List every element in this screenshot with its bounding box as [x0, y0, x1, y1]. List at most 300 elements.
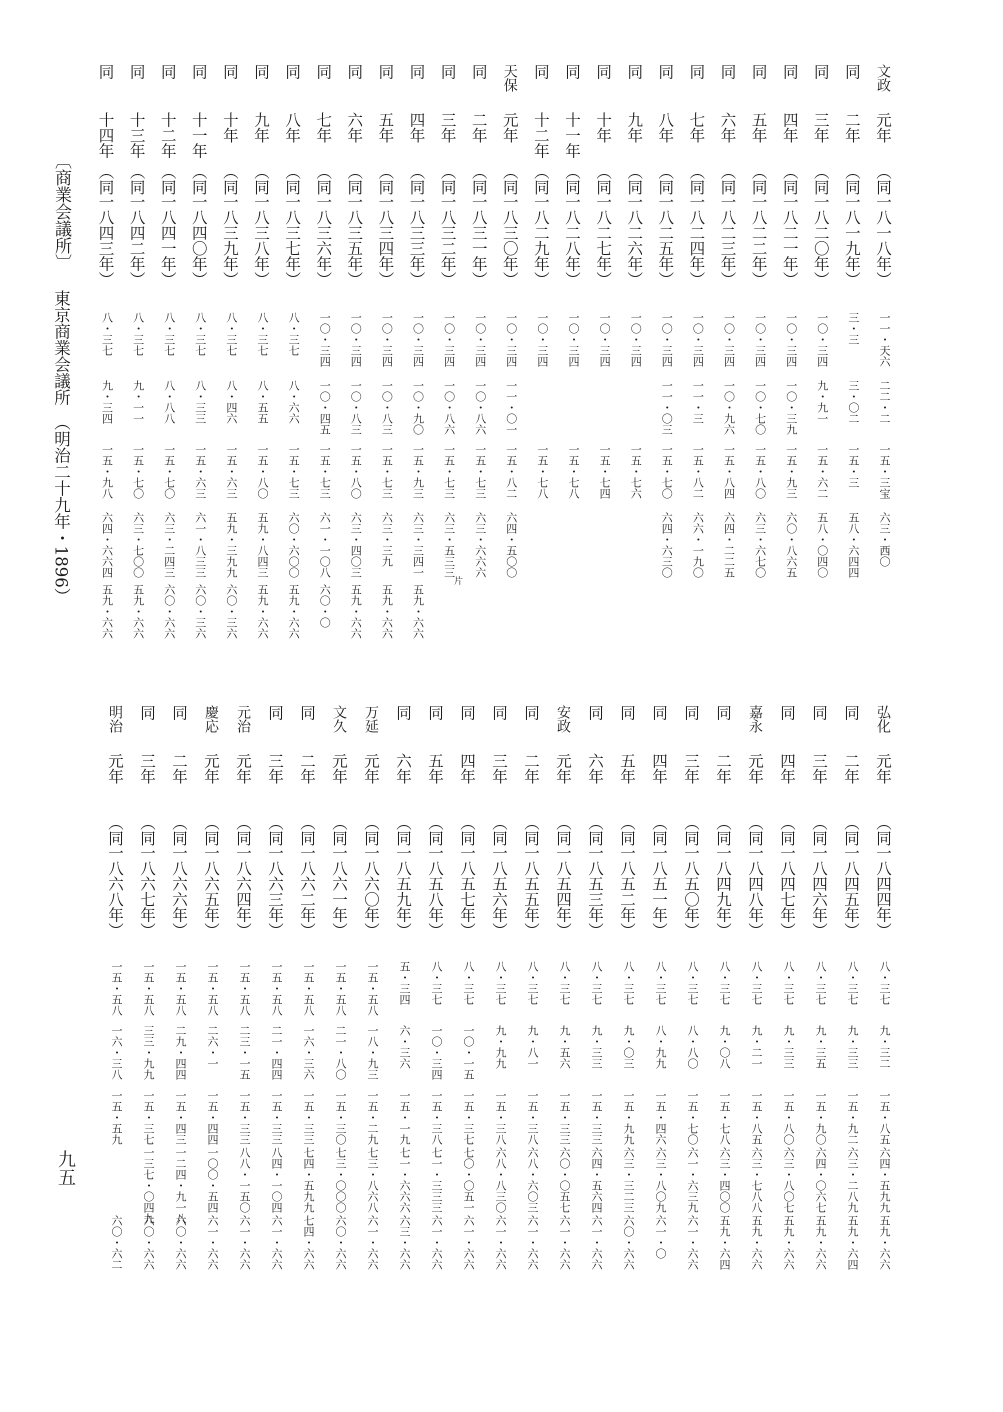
ad-year-cell: 一八二〇年）: [811, 194, 830, 287]
value-cell-2: 三三・九九: [142, 1025, 155, 1080]
value-cell-2: 一一・三: [691, 380, 705, 424]
ad-year-cell: 一八五九年）: [394, 845, 412, 938]
year-cell: 元年: [874, 753, 892, 784]
value-cell-3: 一五・三三: [238, 1090, 251, 1145]
year-cell: 四年: [778, 753, 796, 784]
value-cell-1: 一〇・三四: [567, 312, 580, 367]
paren-cell: （同: [682, 815, 700, 846]
year-cell: 四年: [650, 753, 668, 784]
bottom-table: [0, 690, 1003, 1290]
ad-year-cell: 一八一九年）: [842, 194, 861, 287]
footnote-mark: 片: [454, 577, 464, 587]
value-cell-4: 六一・六三九: [686, 1147, 699, 1213]
value-cell-4: 六四・五九九: [878, 1147, 891, 1213]
value-cell-2: 九・三三: [782, 1025, 795, 1069]
value-cell-3: 一五・三七: [142, 1090, 155, 1145]
value-cell-5: 六一・六六: [462, 1215, 475, 1270]
value-cell-4: 六三・五三三: [442, 512, 456, 578]
value-cell-3: 一五・三三: [558, 1090, 571, 1145]
value-cell-1: 一〇・三四: [815, 312, 829, 367]
year-cell: 二年: [842, 753, 860, 784]
value-cell-2: 一〇・四五: [318, 380, 332, 435]
value-cell-1: 八・三七: [462, 961, 475, 1005]
year-cell: 元年: [234, 753, 252, 784]
paren-cell: （同: [362, 815, 380, 846]
paren-cell: （同: [522, 815, 540, 846]
paren-cell: （同: [138, 815, 156, 846]
year-cell: 四年: [458, 753, 476, 784]
value-cell-1: 一〇・三四: [442, 312, 456, 367]
value-cell-1: 一五・五八: [142, 961, 155, 1016]
year-cell: 十年: [220, 112, 239, 143]
value-cell-1: 八・三七: [224, 312, 238, 356]
value-cell-1: 一〇・三四: [691, 312, 705, 367]
value-cell-3: 一五・三三: [590, 1090, 603, 1145]
value-cell-1: 一〇・三四: [629, 312, 643, 367]
year-cell: 十三年: [127, 112, 146, 159]
year-cell: 三年: [811, 112, 830, 143]
year-cell: 元年: [554, 753, 572, 784]
year-cell: 十年: [594, 112, 613, 143]
value-cell-3: 一五・九二: [846, 1090, 859, 1145]
paren-cell: （同: [874, 164, 892, 195]
value-cell-3: 一五・八〇: [782, 1090, 795, 1145]
era-cell: 同: [426, 705, 444, 721]
ad-year-cell: 一八二六年）: [625, 194, 644, 287]
era-cell: 明治: [107, 705, 123, 733]
ad-year-cell: 一八二一年）: [780, 194, 799, 287]
value-cell-3: 一五・七三: [380, 444, 394, 499]
paren-cell: （同: [252, 164, 270, 195]
value-cell-5: 五九・六六: [411, 584, 425, 639]
value-cell-4: 五九・三九九: [224, 512, 238, 578]
value-cell-4: 六三・二四三: [162, 512, 176, 578]
era-cell: 同: [252, 64, 270, 80]
year-cell: 三年: [138, 753, 156, 784]
value-cell-3: 一五・七四: [598, 444, 612, 499]
value-cell-4: 六四・二二五: [722, 512, 736, 578]
value-cell-4: 六一・八三三: [193, 512, 207, 578]
paren-cell: （同: [842, 164, 861, 195]
year-cell: 十二年: [158, 112, 177, 159]
year-cell: 元年: [330, 753, 348, 784]
ad-year-cell: 一八二九年）: [531, 194, 550, 287]
value-cell-5: 六〇・六六: [174, 1215, 187, 1270]
paren-cell: （同: [394, 815, 412, 846]
year-cell: 二年: [469, 112, 488, 143]
value-cell-2: 二九・四四: [174, 1025, 187, 1080]
year-cell: 三年: [266, 753, 284, 784]
value-cell-5: 六〇・六六: [142, 1215, 155, 1270]
ad-year-cell: 一八五七年）: [458, 845, 476, 938]
ad-year-cell: 一八五二年）: [618, 845, 636, 938]
year-cell: 四年: [407, 112, 426, 143]
value-cell-5: 五九・六六: [131, 584, 145, 639]
value-cell-5: 五九・六六: [256, 584, 269, 639]
value-cell-2: 三・〇二: [846, 380, 860, 424]
ad-year-cell: 一八三三年）: [407, 194, 426, 287]
ad-year-cell: 一八三二年）: [438, 194, 457, 287]
year-cell: 元年: [746, 753, 764, 784]
page-number: 九五: [55, 1150, 76, 1186]
year-cell: 九年: [252, 112, 270, 143]
value-cell-1: 八・三七: [193, 312, 207, 356]
value-cell-4: 七一・三三三: [430, 1147, 443, 1213]
source-label: 東京商業会議所 （明治二十九年・1896）: [51, 290, 71, 605]
value-cell-4: 五八・六四四: [846, 512, 860, 578]
value-cell-2: 八・八〇: [686, 1025, 699, 1069]
value-cell-5: 五九・六六: [878, 1215, 891, 1270]
paren-cell: （同: [714, 815, 732, 846]
value-cell-1: 八・三七: [654, 961, 667, 1005]
paren-cell: （同: [426, 815, 444, 846]
year-cell: 三年: [438, 112, 457, 143]
value-cell-5: 五九・六六: [380, 584, 394, 639]
value-cell-3: 一五・八五: [750, 1090, 763, 1145]
paren-cell: （同: [127, 164, 146, 195]
paren-cell: （同: [158, 164, 177, 195]
ad-year-cell: 一八三七年）: [283, 194, 302, 287]
ad-year-cell: 一八四九年）: [714, 845, 732, 938]
value-cell-3: 一五・六二: [815, 444, 829, 499]
year-cell: 十二年: [531, 112, 550, 159]
value-cell-3: 一五・七三: [473, 444, 487, 499]
value-cell-3: 一五・六三: [224, 444, 238, 499]
value-cell-4: 六四・五〇〇: [504, 512, 518, 578]
value-cell-5: 六一・六六: [494, 1215, 507, 1270]
value-cell-1: 一五・五八: [270, 961, 283, 1016]
paren-cell: （同: [314, 164, 333, 195]
value-cell-3: 一五・九三: [411, 444, 425, 499]
value-cell-2: 九・〇三: [622, 1025, 635, 1069]
value-cell-3: 一五・四六: [654, 1090, 667, 1145]
era-cell: 安政: [555, 705, 571, 733]
year-cell: 元年: [106, 753, 124, 784]
era-cell: 同: [283, 64, 302, 80]
era-cell: 文政: [875, 64, 891, 92]
year-cell: 七年: [314, 112, 333, 143]
value-cell-5: 六〇・六二: [110, 1215, 123, 1270]
value-cell-3: 一五・二九: [366, 1090, 379, 1145]
paren-cell: （同: [780, 164, 799, 195]
year-cell: 十四年: [96, 112, 115, 159]
era-cell: 同: [127, 64, 146, 80]
value-cell-3: 一五・三八: [430, 1090, 443, 1145]
paren-cell: （同: [586, 815, 604, 846]
paren-cell: （同: [842, 815, 860, 846]
value-cell-2: 九・二一: [750, 1025, 763, 1069]
publisher-label: 〔商業会議所〕: [51, 152, 71, 271]
era-cell: 同: [458, 705, 476, 721]
value-cell-3: 一五・九〇: [814, 1090, 827, 1145]
ad-year-cell: 一八六七年）: [138, 845, 156, 938]
value-cell-4: 六三・三九: [380, 512, 394, 567]
paren-cell: （同: [283, 164, 302, 195]
value-cell-4: 六〇・六〇〇: [287, 512, 301, 578]
value-cell-1: 一五・五八: [174, 961, 187, 1016]
value-cell-2: 二二・二: [878, 380, 891, 424]
value-cell-1: 八・三七: [750, 961, 763, 1005]
value-cell-1: 一五・五八: [238, 961, 251, 1016]
paren-cell: （同: [500, 164, 519, 195]
ad-year-cell: 一八四七年）: [778, 845, 796, 938]
paren-cell: （同: [330, 815, 348, 846]
value-cell-3: 一五・九九: [622, 1090, 635, 1145]
paren-cell: （同: [531, 164, 550, 195]
value-cell-3: 一五・七八: [535, 444, 549, 499]
year-cell: 二年: [170, 753, 188, 784]
value-cell-1: 一五・五八: [206, 961, 219, 1016]
value-cell-2: 一〇・七〇: [753, 380, 767, 435]
value-cell-2: 八・五五: [256, 380, 269, 424]
year-cell: 三年: [682, 753, 700, 784]
paren-cell: （同: [594, 164, 613, 195]
value-cell-2: 九・〇八: [718, 1025, 731, 1069]
value-cell-3: 一五・六三: [193, 444, 207, 499]
value-cell-5: 五九・六六: [100, 584, 114, 639]
value-cell-4: 七四・五九九: [302, 1147, 315, 1213]
value-cell-5: 六一・六六: [590, 1215, 603, 1270]
era-cell: 同: [138, 705, 156, 721]
value-cell-4: 六三・三四一: [411, 512, 425, 578]
value-cell-4: 一三七・〇四九: [142, 1147, 155, 1224]
value-cell-5: 六〇・六六: [622, 1215, 635, 1270]
value-cell-2: 一〇・八六: [442, 380, 456, 435]
paren-cell: （同: [874, 815, 892, 846]
era-cell: 同: [170, 705, 188, 721]
era-cell: 同: [842, 64, 861, 80]
year-cell: 四年: [780, 112, 799, 143]
value-cell-4: 一〇〇・五四: [206, 1147, 219, 1213]
paren-cell: （同: [650, 815, 668, 846]
year-cell: 二年: [298, 753, 316, 784]
year-cell: 元年: [362, 753, 380, 784]
value-cell-3: 一五・七六: [629, 444, 643, 499]
value-cell-4: 六一・一〇八: [318, 512, 332, 578]
year-cell: 五年: [618, 753, 636, 784]
value-cell-3: 一五・三〇: [334, 1090, 347, 1145]
value-cell-1: 八・三七: [526, 961, 539, 1005]
value-cell-1: 一〇・三四: [411, 312, 425, 367]
ad-year-cell: 一八三九年）: [220, 194, 239, 287]
value-cell-2: 九・九九: [494, 1025, 507, 1069]
value-cell-1: 一〇・三四: [535, 312, 549, 367]
value-cell-5: 六〇・六六: [334, 1215, 347, 1270]
value-cell-1: 八・三七: [590, 961, 603, 1005]
value-cell-5: 六〇・〇: [318, 584, 332, 628]
value-cell-5: 六一・六六: [558, 1215, 571, 1270]
value-cell-3: 一五・九三: [784, 444, 798, 499]
ad-year-cell: 一八五八年）: [426, 845, 444, 938]
ad-year-cell: 一八一八年）: [874, 194, 892, 287]
era-cell: 同: [298, 705, 316, 721]
value-cell-3: 一五・七三: [442, 444, 456, 499]
value-cell-2: 一〇・三四: [430, 1025, 443, 1080]
ad-year-cell: 一八二五年）: [656, 194, 675, 287]
value-cell-4: 六三・西〇: [878, 512, 891, 567]
value-cell-2: 一〇・九六: [722, 380, 736, 435]
value-cell-3: 一五・四四: [206, 1090, 219, 1145]
paren-cell: （同: [106, 815, 124, 846]
value-cell-2: 九・三三: [846, 1025, 859, 1069]
value-cell-3: 一五・四三: [174, 1090, 187, 1145]
ad-year-cell: 一八三一年）: [469, 194, 488, 287]
value-cell-2: 九・一一: [131, 380, 145, 424]
ad-year-cell: 一八四三年）: [96, 194, 115, 287]
value-cell-3: 一五・八五: [878, 1090, 891, 1145]
value-cell-2: 一六・三六: [302, 1025, 315, 1080]
value-cell-3: 一五・八二: [504, 444, 518, 499]
paren-cell: （同: [718, 164, 737, 195]
value-cell-3: 一五・八〇: [753, 444, 767, 499]
era-cell: 同: [220, 64, 239, 80]
value-cell-2: 八・九九: [654, 1025, 667, 1069]
year-cell: 五年: [376, 112, 395, 143]
paren-cell: （同: [458, 815, 476, 846]
era-cell: 同: [438, 64, 457, 80]
value-cell-2: 二六・一: [206, 1025, 219, 1069]
value-cell-5: 五九・六六: [287, 584, 301, 639]
value-cell-3: 一五・三八: [526, 1090, 539, 1145]
value-cell-4: 七〇・〇五一: [462, 1147, 475, 1213]
value-cell-3: 一五・五九: [110, 1090, 123, 1145]
value-cell-5: 七四・六六: [302, 1215, 315, 1270]
era-cell: 同: [811, 64, 830, 80]
ad-year-cell: 一八三五年）: [345, 194, 364, 287]
value-cell-3: 一五・七〇: [686, 1090, 699, 1145]
paren-cell: （同: [687, 164, 706, 195]
value-cell-5: 六一・六六: [270, 1215, 283, 1270]
era-cell: 同: [780, 64, 799, 80]
paren-cell: （同: [618, 815, 636, 846]
era-cell: 同: [682, 705, 700, 721]
value-cell-3: 一五・八二: [691, 444, 705, 499]
era-cell: 同: [650, 705, 668, 721]
value-cell-5: 六一・六六: [366, 1215, 379, 1270]
value-cell-4: 六八・六〇三: [526, 1147, 539, 1213]
year-cell: 九年: [625, 112, 644, 143]
ad-year-cell: 一八四二年）: [127, 194, 146, 287]
value-cell-1: 一〇・三四: [380, 312, 394, 367]
ad-year-cell: 一八五〇年）: [682, 845, 700, 938]
value-cell-4: 六〇・〇五七: [558, 1147, 571, 1213]
value-cell-2: 九・五六: [558, 1025, 571, 1069]
value-cell-4: 五八・〇四〇: [815, 512, 829, 578]
year-cell: 五年: [749, 112, 768, 143]
ad-year-cell: 一八二三年）: [718, 194, 737, 287]
paren-cell: （同: [810, 815, 828, 846]
year-cell: 三年: [490, 753, 508, 784]
ad-year-cell: 一八四六年）: [810, 845, 828, 938]
year-cell: 二年: [714, 753, 732, 784]
paren-cell: （同: [778, 815, 796, 846]
era-cell: 弘化: [875, 705, 891, 733]
paren-cell: （同: [746, 815, 764, 846]
value-cell-1: 一五・五八: [366, 961, 379, 1016]
value-cell-4: 六〇・八六五: [784, 512, 798, 578]
value-cell-1: 一〇・三四: [349, 312, 363, 367]
era-cell: 同: [718, 64, 737, 80]
value-cell-2: 九・八一: [526, 1025, 539, 1069]
value-cell-2: 九・九一: [815, 380, 829, 424]
ad-year-cell: 一八四五年）: [842, 845, 860, 938]
ad-year-cell: 一八五四年）: [554, 845, 572, 938]
paren-cell: （同: [749, 164, 768, 195]
paren-cell: （同: [554, 815, 572, 846]
value-cell-3: 一五・七〇: [131, 444, 145, 499]
era-cell: 同: [345, 64, 364, 80]
value-cell-3: 一五・三: [846, 444, 860, 488]
value-cell-1: 八・三七: [878, 961, 891, 1005]
value-cell-4: 六三・四〇〇: [718, 1147, 731, 1213]
era-cell: 同: [314, 64, 333, 80]
era-cell: 嘉永: [747, 705, 763, 733]
value-cell-4: 六三・三二三: [622, 1147, 635, 1213]
era-cell: 万延: [363, 705, 379, 733]
era-cell: 同: [749, 64, 768, 80]
value-cell-5: 五九・六四: [846, 1215, 859, 1270]
ad-year-cell: 一八二七年）: [594, 194, 613, 287]
ad-year-cell: 一八六三年）: [266, 845, 284, 938]
value-cell-3: 一五・一九: [398, 1090, 411, 1145]
value-cell-1: 一〇・三四: [318, 312, 332, 367]
value-cell-2: 一〇・九〇: [411, 380, 425, 435]
era-cell: 同: [394, 705, 412, 721]
top-table: [0, 0, 1003, 660]
era-cell: 同: [778, 705, 796, 721]
ad-year-cell: 一八五五年）: [522, 845, 540, 938]
value-cell-5: 六一・六六: [206, 1215, 219, 1270]
ad-year-cell: 一八四一年）: [158, 194, 177, 287]
value-cell-1: 八・三七: [814, 961, 827, 1005]
value-cell-1: 一五・五八: [334, 961, 347, 1016]
era-cell: 同: [531, 64, 550, 80]
year-cell: 六年: [586, 753, 604, 784]
value-cell-1: 一五・五八: [302, 961, 315, 1016]
ad-year-cell: 一八六八年）: [106, 845, 124, 938]
value-cell-2: 一〇・八三: [349, 380, 363, 435]
year-cell: 六年: [345, 112, 364, 143]
year-cell: 八年: [656, 112, 675, 143]
era-cell: 文久: [331, 705, 347, 733]
value-cell-4: 七三・八六八: [366, 1147, 379, 1213]
paren-cell: （同: [170, 815, 188, 846]
paren-cell: （同: [438, 164, 457, 195]
value-cell-3: 一五・三三: [302, 1090, 315, 1145]
value-cell-2: 九・三二: [878, 1025, 891, 1069]
year-cell: 二年: [842, 112, 861, 143]
paren-cell: （同: [345, 164, 364, 195]
value-cell-1: 一〇・三四: [598, 312, 612, 367]
value-cell-3: 一五・三三: [270, 1090, 283, 1145]
ad-year-cell: 一八四八年）: [746, 845, 764, 938]
value-cell-1: 八・三七: [558, 961, 571, 1005]
ad-year-cell: 一八四〇年）: [189, 194, 208, 287]
year-cell: 八年: [283, 112, 302, 143]
ad-year-cell: 一八六四年）: [234, 845, 252, 938]
value-cell-1: 八・三七: [162, 312, 176, 356]
value-cell-4: 六三・二八九: [846, 1147, 859, 1213]
paren-cell: （同: [625, 164, 644, 195]
value-cell-4: 六三・四〇三: [349, 512, 363, 578]
paren-cell: （同: [189, 164, 208, 195]
era-cell: 同: [594, 64, 613, 80]
value-cell-5: 六〇・六六: [162, 584, 176, 639]
paren-cell: （同: [202, 815, 220, 846]
era-cell: 元治: [235, 705, 251, 733]
value-cell-5: 六〇・三六: [193, 584, 207, 639]
value-cell-3: 一五・七〇: [660, 444, 674, 499]
